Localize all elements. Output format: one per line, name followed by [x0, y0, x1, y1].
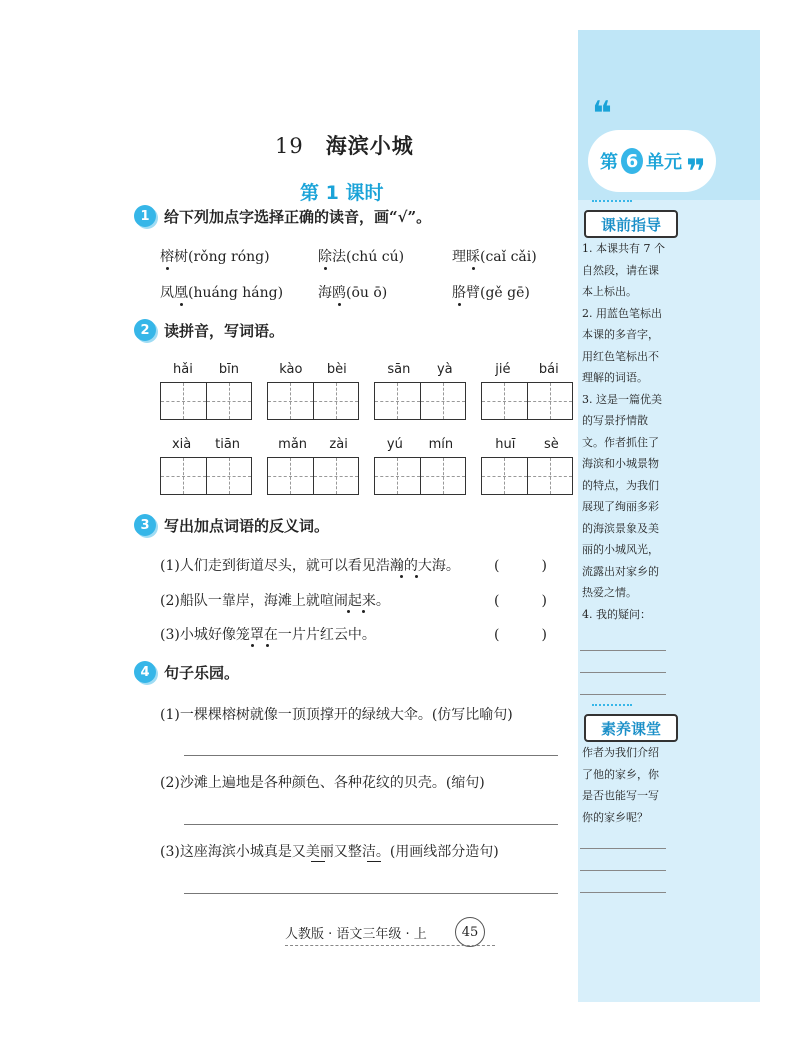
q2-instruction: 读拼音，写词语。	[164, 321, 285, 340]
q3-item-2: (2)船队一靠岸，海滩上就喧闹起来。	[160, 593, 390, 609]
guide-tag: 课前指导	[584, 210, 678, 238]
q4-header	[134, 660, 239, 684]
emphasis-dot	[347, 610, 350, 613]
dotted-char: 胳	[452, 285, 466, 301]
writing-grid[interactable]	[160, 457, 252, 495]
question-line-3[interactable]	[580, 694, 666, 695]
q3-item-1: (1)人们走到街道尽头，就可以看见浩瀚的大海。	[160, 558, 460, 574]
footer-divider	[285, 945, 495, 946]
unit-label: 第 6 单元	[600, 148, 682, 174]
dotted-char: 睬	[466, 249, 480, 265]
q4-instruction: 句子乐园。	[164, 663, 240, 682]
underline-mark	[311, 861, 325, 862]
class-tag: 素养课堂	[584, 714, 678, 742]
word-box-7[interactable]: yú mín	[374, 437, 466, 495]
q1-item-6[interactable]: 胳臂(gě gē)	[452, 285, 530, 301]
q1-item-5[interactable]: 海鸥(ōu ō)	[318, 285, 388, 301]
q1-item-1[interactable]: 榕树(rǒng róng)	[160, 249, 270, 265]
page-footer	[285, 917, 495, 947]
q4-item-1: (1)一棵棵榕树就像一顶顶撑开的绿绒大伞。(仿写比喻句)	[160, 707, 513, 723]
q2-badge: 2	[134, 319, 156, 341]
class-text: 作者为我们介绍 了他的家乡，你 是否也能写一写 你的家乡呢？	[582, 746, 659, 824]
emphasis-dot	[400, 575, 403, 578]
writing-grid[interactable]	[481, 457, 573, 495]
q3-badge: 3	[134, 514, 156, 536]
q3-instruction: 写出加点词语的反义词。	[164, 516, 330, 535]
writing-grid[interactable]	[374, 457, 466, 495]
question-line-2[interactable]	[580, 672, 666, 673]
lesson-title	[275, 130, 414, 160]
word-box-1[interactable]: hǎi bīn	[160, 362, 252, 420]
word-box-2[interactable]: kào bèi	[267, 362, 359, 420]
dotted-char: 榕	[160, 249, 174, 265]
unit-number: 6	[621, 148, 643, 174]
dotted-char: 除	[318, 249, 332, 265]
word-box-8[interactable]: huī sè	[481, 437, 573, 495]
tag-decoration	[592, 704, 632, 710]
q1-badge: 1	[134, 205, 156, 227]
writing-grid[interactable]	[481, 382, 573, 420]
q1-item-2[interactable]: 除法(chú cú)	[318, 249, 405, 265]
writing-grid[interactable]	[160, 382, 252, 420]
q1-item-3[interactable]: 理睬(caǐ cǎi)	[452, 249, 537, 265]
answer-line-1[interactable]	[580, 848, 666, 849]
q3-answer-2[interactable]: ( )	[494, 593, 547, 609]
emphasis-dot	[251, 644, 254, 647]
q4-item-3: (3)这座海滨小城真是又美丽又整洁。(用画线部分造句)	[160, 844, 499, 860]
dotted-char: 鸥	[332, 285, 346, 301]
q4-item-2: (2)沙滩上遍地是各种颜色、各种花纹的贝壳。(缩句)	[160, 775, 485, 791]
q3-answer-1[interactable]: ( )	[494, 558, 547, 574]
q1-instruction: 给下列加点字选择正确的读音，画“√”。	[164, 207, 432, 226]
word-box-3[interactable]: sān yà	[374, 362, 466, 420]
tag-decoration	[592, 200, 632, 206]
footer-text: 人教版 · 语文三年级 · 上	[285, 927, 427, 942]
q2-header	[134, 318, 284, 342]
q4-answer-line-1[interactable]	[184, 755, 558, 756]
question-line-1[interactable]	[580, 650, 666, 651]
word-box-5[interactable]: xià tiān	[160, 437, 252, 495]
q3-answer-3[interactable]: ( )	[494, 627, 547, 643]
open-quote-icon: ❝	[592, 94, 612, 134]
writing-grid[interactable]	[267, 382, 359, 420]
answer-line-3[interactable]	[580, 892, 666, 893]
q3-header	[134, 513, 329, 537]
emphasis-dot	[415, 575, 418, 578]
writing-grid[interactable]	[374, 382, 466, 420]
answer-line-2[interactable]	[580, 870, 666, 871]
q1-header	[134, 204, 431, 228]
q1-item-4[interactable]: 凤凰(huáng háng)	[160, 285, 284, 301]
lesson-number: 19	[275, 134, 304, 158]
sidebar	[578, 30, 760, 1002]
q4-badge: 4	[134, 661, 156, 683]
writing-grid[interactable]	[267, 457, 359, 495]
dotted-char: 凰	[174, 285, 188, 301]
q4-answer-line-3[interactable]	[184, 893, 558, 894]
underline-mark	[367, 861, 381, 862]
page-number: 45	[455, 917, 485, 947]
lesson-name: 海滨小城	[325, 133, 414, 158]
word-box-6[interactable]: mǎn zài	[267, 437, 359, 495]
guide-text: 1. 本课共有 7 个 自然段，请在课 本上标出。 2. 用蓝色笔标出 本课的多音字， 用红色笔标出不 理解的词语。 3. 这是一篇优美 的写景抒情散 文。作者抓住了 海滨和小城景物 的特点，为我们 展现了绚丽多彩 的海滨景象及美 丽的小城风光， 流露出对家乡的 热爱之情。 4. 我的疑问：	[582, 242, 665, 621]
q3-item-3: (3)小城好像笼罩在一片片红云中。	[160, 627, 376, 643]
close-quote-icon: ❞	[686, 152, 706, 192]
emphasis-dot	[362, 610, 365, 613]
period-title: 第 1 课时	[300, 182, 384, 204]
q4-answer-line-2[interactable]	[184, 824, 558, 825]
emphasis-dot	[266, 644, 269, 647]
word-box-4[interactable]: jié bái	[481, 362, 573, 420]
